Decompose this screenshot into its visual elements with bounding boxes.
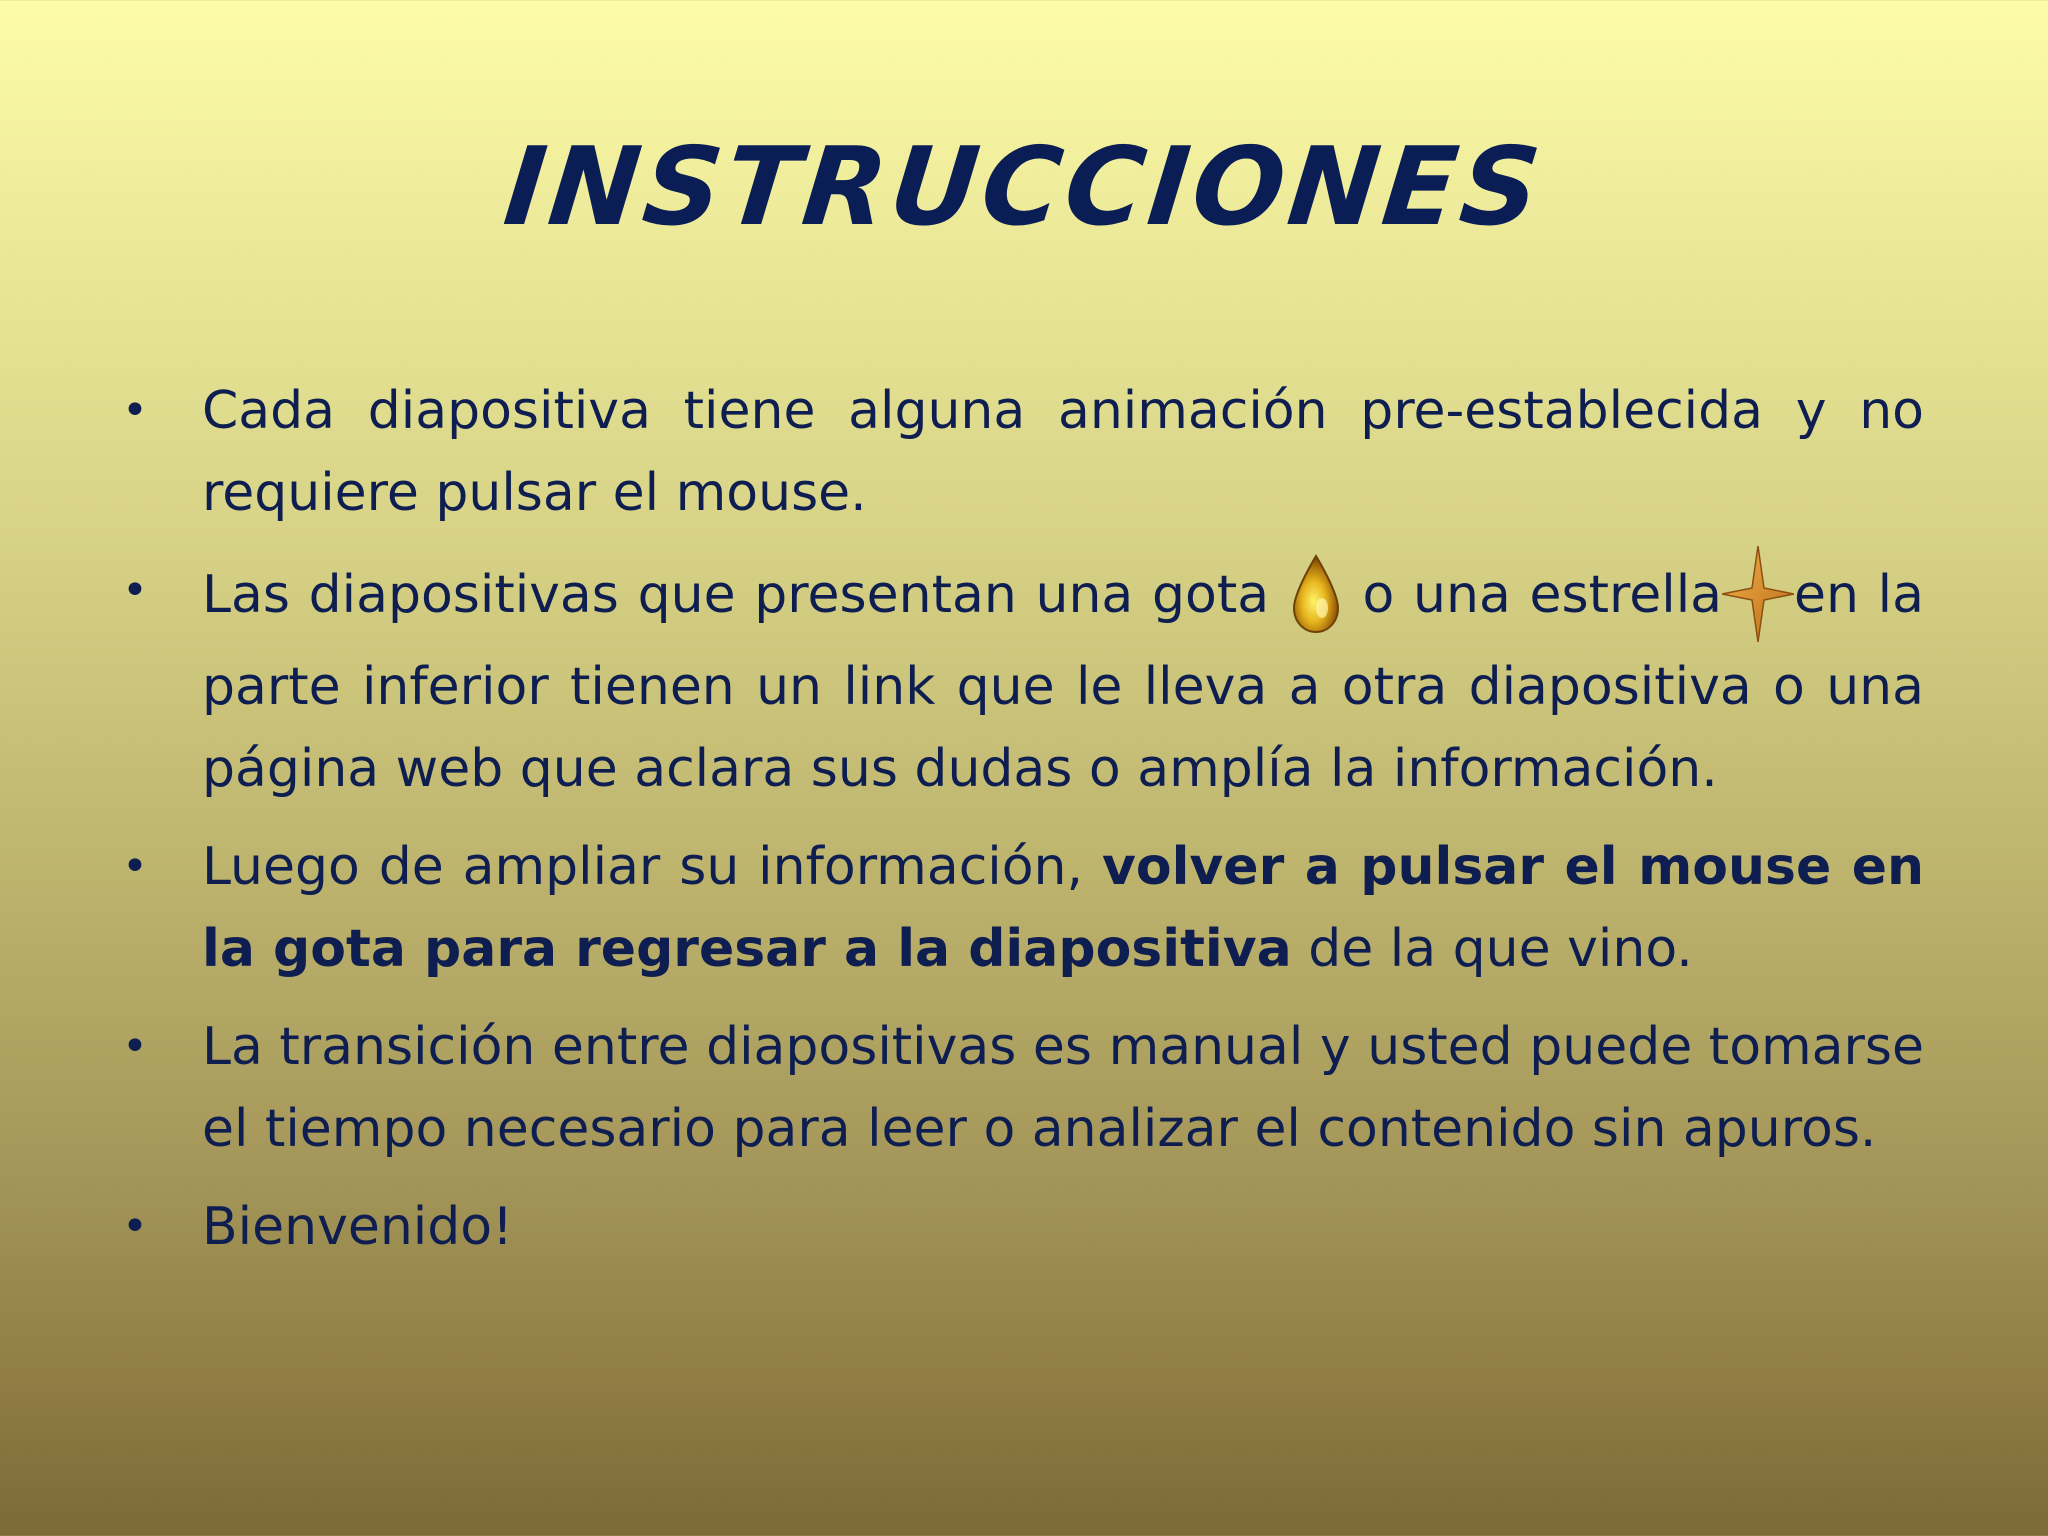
star-icon[interactable] — [1722, 546, 1794, 642]
bullet-item — [118, 550, 1924, 810]
bullet-text-part: o una estrella — [1343, 565, 1723, 625]
bullet-text: Bienvenido! — [202, 1197, 513, 1257]
bullet-dot: • — [122, 385, 148, 436]
bullet-dot: • — [122, 565, 148, 616]
bullet-item — [118, 1186, 1924, 1268]
bullet-dot: • — [122, 841, 148, 892]
bullet-text-part: Las diapositivas que presentan una gota — [202, 565, 1288, 625]
bullet-text-part: Luego de ampliar su información, — [202, 837, 1102, 897]
bullet-item — [118, 1006, 1924, 1170]
bullet-item — [118, 370, 1924, 534]
bullet-dot: • — [122, 1201, 148, 1252]
bullet-text-part: en la parte inferior tienen un link que le lleva a otra diapositiva o una página web que aclara sus dudas o amplía la información. — [202, 565, 1924, 799]
bullet-bold-text: volver a pulsar el mouse en la gota para regresar a la diapositiva — [202, 837, 1924, 979]
bullet-dot: • — [122, 1021, 148, 1072]
bullet-item — [118, 826, 1924, 990]
bullet-text: La transición entre diapositivas es manual y usted puede tomarse el tiempo necesario para leer o analizar el contenido sin apuros. — [202, 1017, 1924, 1159]
drop-icon[interactable] — [1288, 552, 1344, 636]
bullet-text-part: de la que vino. — [1291, 919, 1693, 979]
bullet-list — [118, 370, 1924, 1284]
bullet-text: Cada diapositiva tiene alguna animación pre-establecida y no requiere pulsar el mouse. — [202, 381, 1924, 523]
slide-title: INSTRUCCIONES — [498, 125, 1550, 250]
